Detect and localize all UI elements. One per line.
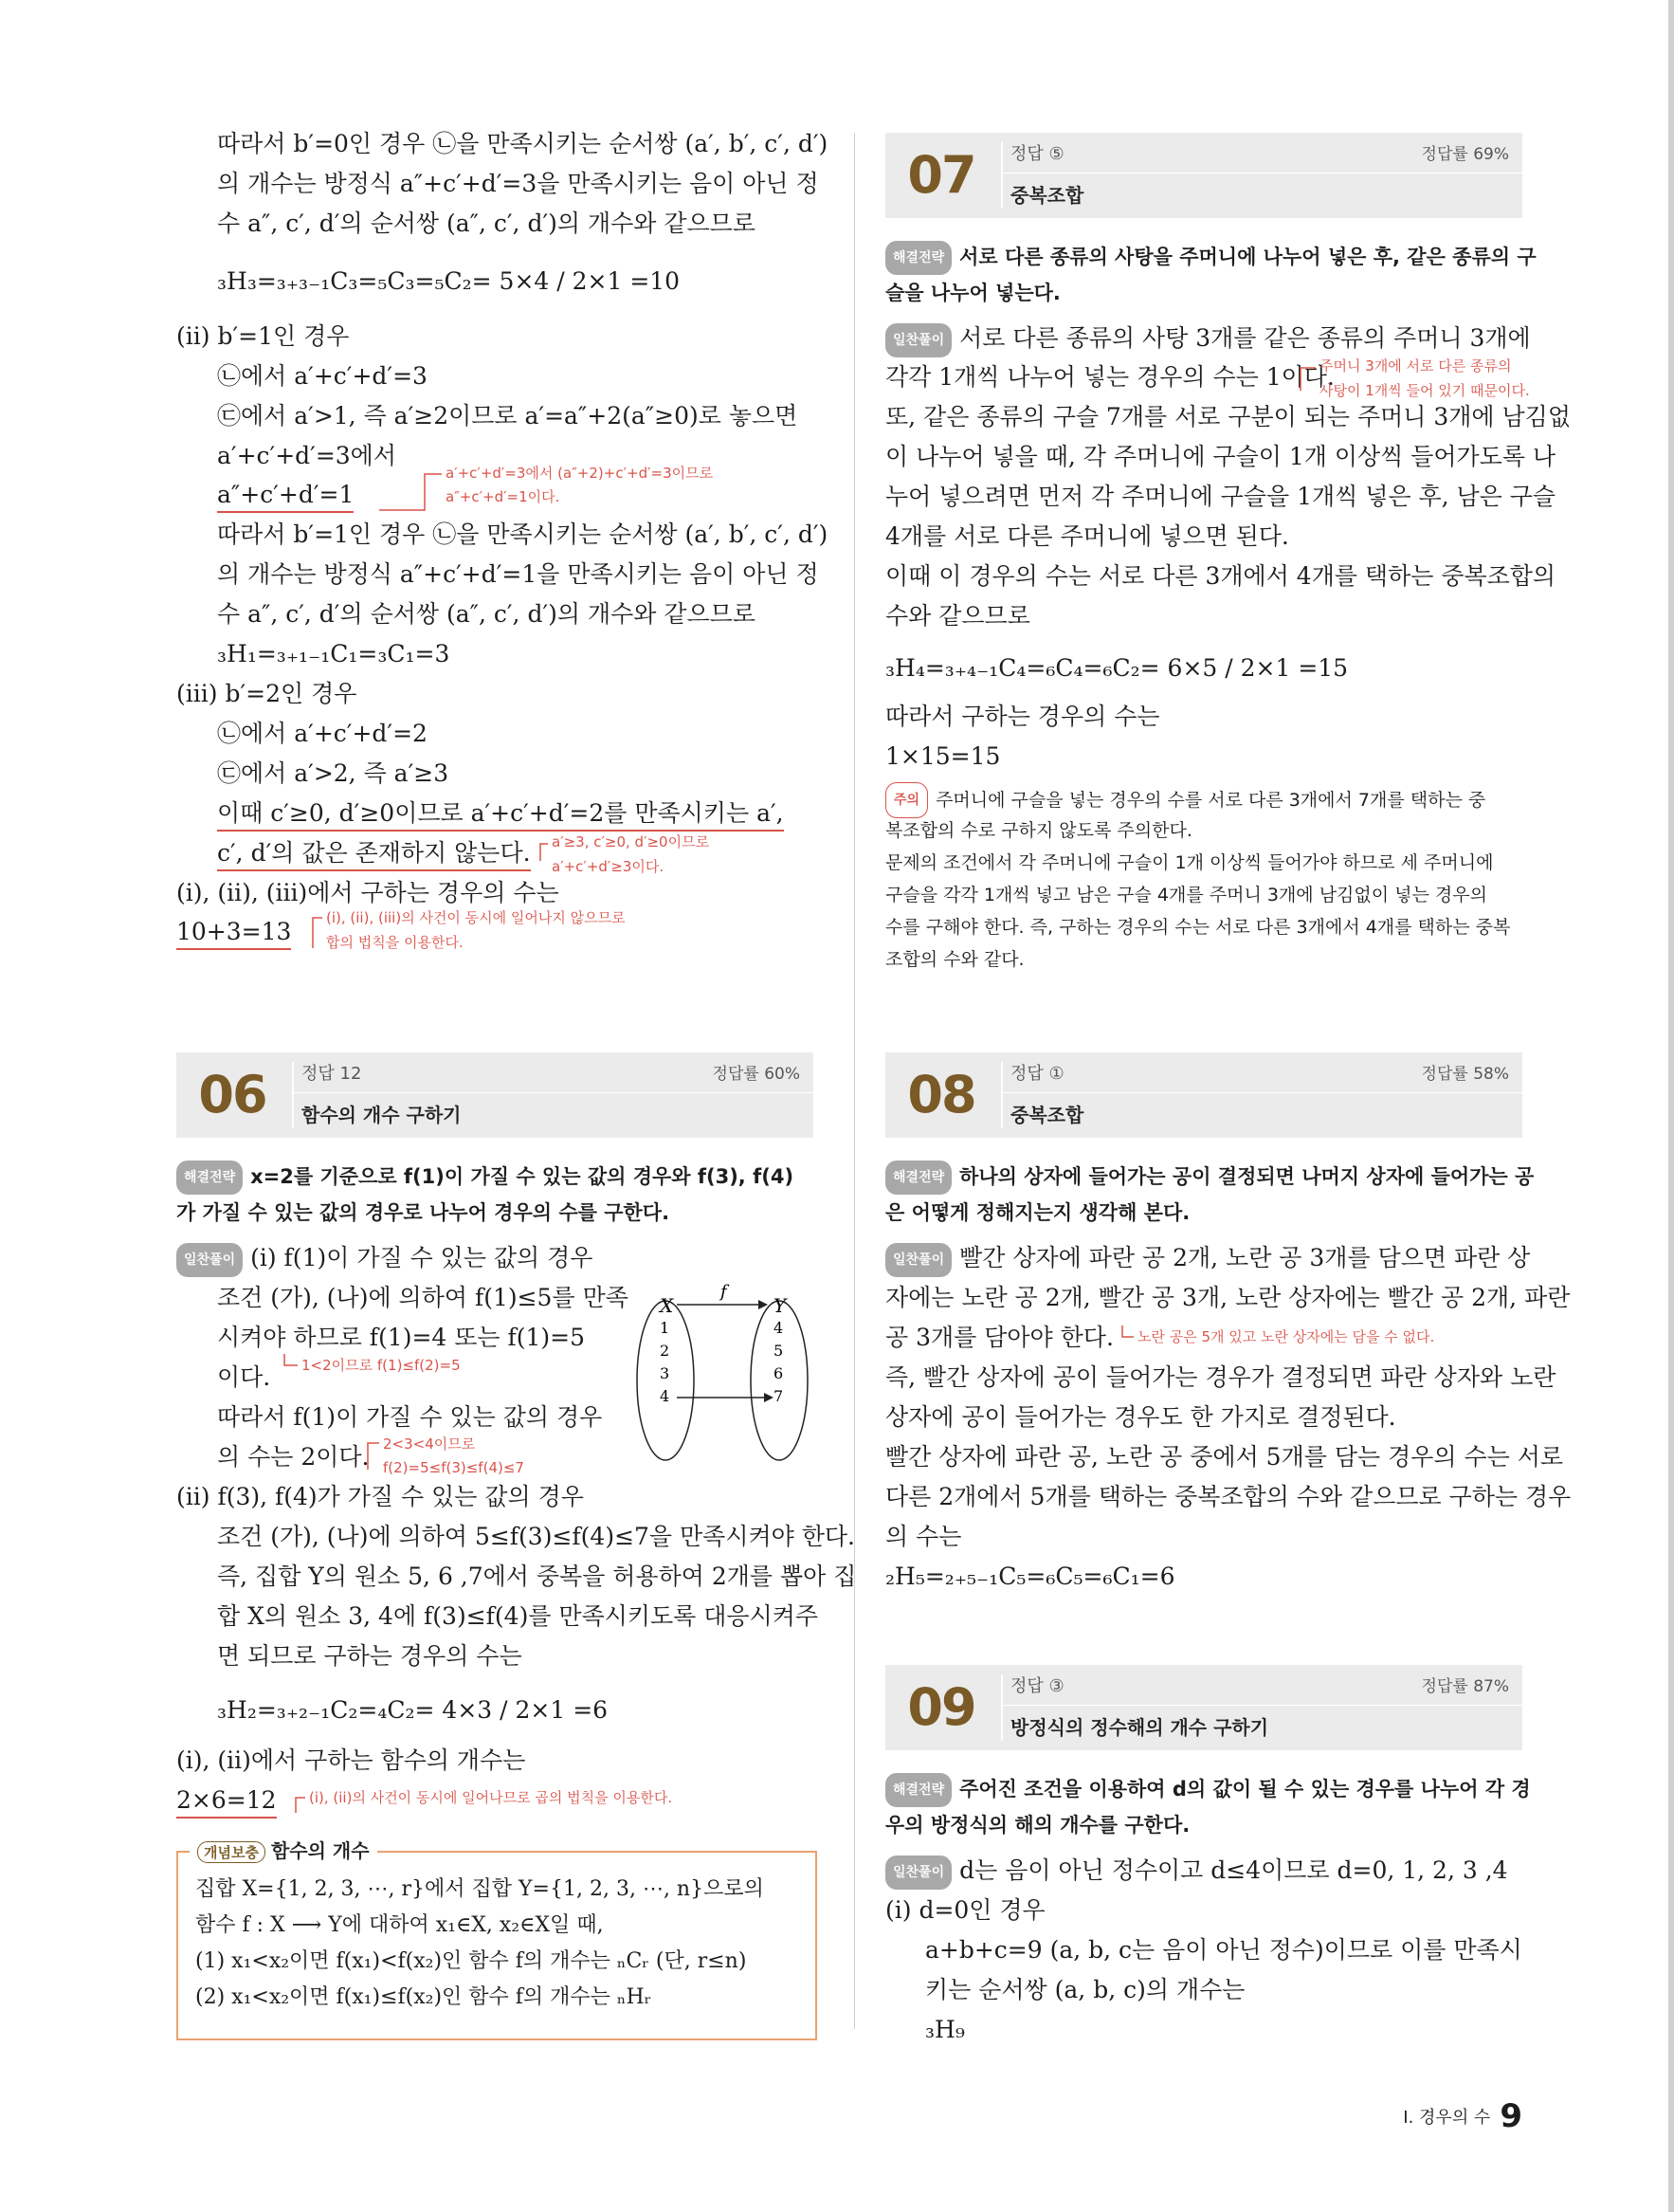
text-line: ㉢에서 a′>2, 즉 a′≥3 — [217, 759, 449, 787]
margin-note: 주머니 3개에 서로 다른 종류의 — [1319, 357, 1512, 375]
formula: ₃H₂=₃₊₂₋₁C₂=₄C₂= 4×3 / 2×1 =6 — [217, 1696, 609, 1724]
domain-element: 4 — [660, 1387, 670, 1405]
case-heading: (iii) b′=2인 경우 — [176, 680, 357, 707]
strategy-badge: 해결전략 — [885, 1773, 952, 1807]
strategy-line: 우의 방정식의 해의 개수를 구한다. — [885, 1814, 1191, 1837]
page-footer — [1403, 2097, 1522, 2135]
strategy-text: 서로 다른 종류의 사탕을 주머니에 나누어 넣은 후, 같은 종류의 구 — [959, 246, 1537, 268]
solution-text: 빨간 상자에 파란 공 2개, 노란 공 3개를 담으면 파란 상 — [959, 1244, 1531, 1271]
margin-note: 1<2이므로 f(1)≤f(2)=5 — [301, 1357, 461, 1374]
margin-note: f(2)=5≤f(3)≤f(4)≤7 — [383, 1459, 524, 1476]
text-line: 다른 2개에서 5개를 택하는 중복조합의 수와 같으므로 구하는 경우 — [885, 1483, 1572, 1510]
margin-note: a′≥3, c′≥0, d′≥0이므로 — [552, 833, 710, 850]
text-line: 조건 (가), (나)에 의하여 f(1)≤5를 만족 — [217, 1284, 628, 1311]
set-x-label: X — [660, 1294, 674, 1317]
text-line: 의 개수는 방정식 a″+c′+d′=1을 만족시키는 음이 아닌 정 — [217, 560, 819, 588]
correct-rate: 정답률 69% — [1421, 145, 1509, 164]
solution-text: (i) f(1)이 가질 수 있는 값의 경우 — [250, 1244, 593, 1271]
text-line: 따라서 b′=0인 경우 ㉡을 만족시키는 순서쌍 (a′, b′, c′, d′) — [217, 130, 828, 157]
text-line: 의 수는 — [885, 1523, 962, 1550]
strategy-line: 슬을 나누어 넣는다. — [885, 282, 1061, 304]
strategy-text: 주어진 조건을 이용하여 d의 값이 될 수 있는 경우를 나누어 각 경 — [959, 1778, 1531, 1801]
set-y-label: Y — [773, 1294, 787, 1317]
formula: ₃H₁=₃₊₁₋₁C₁=₃C₁=3 — [217, 640, 450, 667]
text-line: 의 개수는 방정식 a″+c′+d′=3을 만족시키는 음이 아닌 정 — [217, 170, 819, 197]
strategy-badge: 해결전략 — [176, 1161, 243, 1195]
codomain-element: 6 — [773, 1364, 784, 1382]
margin-note: 사탕이 1개씩 들어 있기 때문이다. — [1319, 382, 1530, 399]
text-line: 이때 이 경우의 수는 서로 다른 3개에서 4개를 택하는 중복조합의 — [885, 562, 1556, 590]
text-line: 즉, 빨간 상자에 공이 들어가는 경우가 결정되면 파란 상자와 노란 — [885, 1363, 1556, 1391]
caution-line: 수를 구해야 한다. 즉, 구하는 경우의 수는 서로 다른 3개에서 4개를 택하는 중복 — [885, 917, 1511, 938]
text-line: 따라서 구하는 경우의 수는 — [885, 703, 1160, 730]
formula: ₃H₃=₃₊₃₋₁C₃=₅C₃=₅C₂= 5×4 / 2×1 =10 — [217, 267, 681, 295]
text-line: 수와 같으므로 — [885, 602, 1030, 630]
text-line: 이다. — [217, 1363, 271, 1391]
text-line: ㉡에서 a′+c′+d′=3 — [217, 362, 428, 390]
domain-element: 1 — [660, 1319, 670, 1337]
solution-badge: 일찬풀이 — [885, 1856, 952, 1890]
text-line: 빨간 상자에 파란 공, 노란 공 중에서 5개를 담는 경우의 수는 서로 — [885, 1443, 1564, 1471]
caution-badge: 주의 — [885, 782, 928, 818]
formula: ₃H₉ — [925, 2016, 965, 2043]
margin-note: 합의 법칙을 이용한다. — [326, 934, 464, 951]
caution-line: 구슬을 각각 1개씩 넣고 남은 구슬 4개를 주머니 3개에 남김없이 넣는 경우의 — [885, 885, 1487, 905]
caution-line: 조합의 수와 같다. — [885, 949, 1025, 970]
section-name: I. 경우의 수 — [1403, 2108, 1491, 2128]
text-line: 공 3개를 담아야 한다. — [885, 1324, 1114, 1351]
topic-title: 함수의 개수 구하기 — [301, 1104, 462, 1126]
margin-note: (i), (ii), (iii)의 사건이 동시에 일어나지 않으므로 — [326, 909, 626, 926]
case-heading: (ii) b′=1인 경우 — [176, 322, 350, 350]
codomain-element: 5 — [773, 1342, 784, 1360]
domain-element: 2 — [660, 1342, 670, 1360]
text-line: 따라서 f(1)이 가질 수 있는 값의 경우 — [217, 1403, 603, 1431]
solution-text: 서로 다른 종류의 사탕 3개를 같은 종류의 주머니 3개에 — [959, 324, 1531, 352]
text-line: 이 나누어 넣을 때, 각 주머니에 구슬이 1개 이상씩 들어가도록 나 — [885, 443, 1556, 470]
margin-note: 노란 공은 5개 있고 노란 상자에는 담을 수 없다. — [1137, 1328, 1435, 1345]
concept-line: (2) x₁<x₂이면 f(x₁)≤f(x₂)인 함수 f의 개수는 ₙHᵣ — [195, 1985, 652, 2009]
margin-note: 2<3<4이므로 — [383, 1435, 476, 1453]
strategy-badge: 해결전략 — [885, 1161, 952, 1195]
margin-note: a″+c′+d′=1이다. — [446, 488, 560, 505]
problem-number: 09 — [907, 1677, 975, 1737]
correct-rate: 정답률 60% — [712, 1065, 800, 1084]
solution-badge: 일찬풀이 — [885, 323, 952, 357]
text-line: 의 수는 2이다. — [217, 1443, 370, 1471]
codomain-element: 4 — [773, 1319, 784, 1337]
correct-rate: 정답률 58% — [1421, 1065, 1509, 1084]
text-line: a+b+c=9 (a, b, c는 음이 아닌 정수)이므로 이를 만족시 — [925, 1936, 1522, 1964]
text-line: 합 X의 원소 3, 4에 f(3)≤f(4)를 만족시키도록 대응시켜주 — [217, 1602, 819, 1630]
result: 1×15=15 — [885, 742, 1001, 770]
concept-line: (1) x₁<x₂이면 f(x₁)<f(x₂)인 함수 f의 개수는 ₙCᵣ (단, r≤n) — [195, 1949, 747, 1973]
answer-label: 정답 ③ — [1010, 1676, 1064, 1696]
problem-number: 07 — [907, 145, 975, 205]
problem-header — [885, 1665, 1522, 1750]
text-line: 따라서 b′=1인 경우 ㉡을 만족시키는 순서쌍 (a′, b′, c′, d′) — [217, 521, 828, 548]
strategy-line: 가 가질 수 있는 값의 경우로 나누어 경우의 수를 구한다. — [176, 1201, 670, 1224]
answer-label: 정답 12 — [301, 1064, 362, 1084]
text-line: ㉡에서 a′+c′+d′=2 — [217, 720, 428, 747]
margin-note: a′+c′+d′=3에서 (a″+2)+c′+d′=3이므로 — [446, 465, 714, 482]
result: 2×6=12 — [176, 1784, 277, 1819]
concept-title-text: 함수의 개수 — [270, 1839, 370, 1862]
correct-rate: 정답률 87% — [1421, 1677, 1509, 1696]
text-line: (i), (ii), (iii)에서 구하는 경우의 수는 — [176, 879, 559, 906]
concept-tag: 개념보충 — [197, 1841, 265, 1863]
strategy-badge: 해결전략 — [885, 241, 952, 275]
text-line: 시켜야 하므로 f(1)=4 또는 f(1)=5 — [217, 1324, 586, 1351]
topic-title: 중복조합 — [1010, 184, 1084, 207]
text-line: 키는 순서쌍 (a, b, c)의 개수는 — [925, 1976, 1246, 2003]
case-heading: (i) d=0인 경우 — [885, 1896, 1046, 1924]
text-line: 누어 넣으려면 먼저 각 주머니에 구슬을 1개씩 넣은 후, 남은 구슬 — [885, 483, 1556, 510]
margin-note: a′+c′+d′≥3이다. — [552, 858, 664, 875]
caution-line: 복조합의 수로 구하지 않도록 주의한다. — [885, 820, 1192, 841]
page-number: 9 — [1500, 2097, 1522, 2135]
text-line: 각각 1개씩 나누어 넣는 경우의 수는 1이다. — [885, 363, 1335, 391]
answer-label: 정답 ⑤ — [1010, 144, 1064, 164]
problem-number: 06 — [198, 1065, 266, 1124]
text-line: 면 되므로 구하는 경우의 수는 — [217, 1642, 522, 1670]
text-line: (i), (ii)에서 구하는 함수의 개수는 — [176, 1746, 526, 1774]
formula: ₃H₄=₃₊₄₋₁C₄=₆C₄=₆C₂= 6×5 / 2×1 =15 — [885, 654, 1349, 682]
text-line: ㉢에서 a′>1, 즉 a′≥2이므로 a′=a″+2(a″≥0)로 놓으면 — [217, 402, 798, 430]
topic-title: 방정식의 정수해의 개수 구하기 — [1010, 1716, 1269, 1739]
function-label: f — [720, 1282, 727, 1302]
codomain-element: 7 — [773, 1387, 784, 1405]
solution-badge: 일찬풀이 — [885, 1243, 952, 1277]
answer-label: 정답 ① — [1010, 1064, 1064, 1084]
text-line: 수 a″, c′, d′의 순서쌍 (a″, c′, d′)의 개수와 같으므로 — [217, 210, 755, 237]
solution-badge: 일찬풀이 — [176, 1243, 243, 1277]
result: 10+3=13 — [176, 916, 291, 950]
caution-line: 문제의 조건에서 각 주머니에 구슬이 1개 이상씩 들어가야 하므로 세 주머니에 — [885, 852, 1494, 873]
solution-text: d는 음이 아닌 정수이고 d≤4이므로 d=0, 1, 2, 3 ,4 — [959, 1856, 1508, 1884]
text-line: a″+c′+d′=1 — [217, 479, 354, 513]
strategy-line: 은 어떻게 정해지는지 생각해 본다. — [885, 1201, 1191, 1224]
concept-line: 집합 X={1, 2, 3, ⋯, r}에서 집합 Y={1, 2, 3, ⋯, n}으로의 — [195, 1877, 764, 1901]
text-line: 즉, 집합 Y의 원소 5, 6 ,7에서 중복을 허용하여 2개를 뽑아 집 — [217, 1563, 857, 1590]
text-line: 또, 같은 종류의 구슬 7개를 서로 구분이 되는 주머니 3개에 남김없 — [885, 403, 1571, 430]
text-line: 수 a″, c′, d′의 순서쌍 (a″, c′, d′)의 개수와 같으므로 — [217, 600, 755, 628]
text-line: 이때 c′≥0, d′≥0이므로 a′+c′+d′=2를 만족시키는 a′, — [217, 797, 784, 832]
strategy-text: 하나의 상자에 들어가는 공이 결정되면 나머지 상자에 들어가는 공 — [959, 1165, 1535, 1188]
text-line: 4개를 서로 다른 주머니에 넣으면 된다. — [885, 522, 1289, 550]
caution-text: 주머니에 구슬을 넣는 경우의 수를 서로 다른 3개에서 7개를 택하는 중 — [936, 790, 1486, 811]
solution-line — [885, 1855, 1508, 1890]
concept-line: 함수 f : X ⟶ Y에 대하여 x₁∈X, x₂∈X일 때, — [195, 1913, 604, 1937]
domain-element: 3 — [660, 1364, 670, 1382]
text-line: c′, d′의 값은 존재하지 않는다. — [217, 837, 531, 871]
margin-note: (i), (ii)의 사건이 동시에 일어나므로 곱의 법칙을 이용한다. — [309, 1789, 673, 1806]
strategy-text: x=2를 기준으로 f(1)이 가질 수 있는 값의 경우와 f(3), f(4) — [250, 1165, 794, 1188]
topic-title: 중복조합 — [1010, 1104, 1084, 1126]
problem-number: 08 — [907, 1065, 975, 1124]
formula: ₂H₅=₂₊₅₋₁C₅=₆C₅=₆C₁=6 — [885, 1563, 1175, 1590]
text-line: 조건 (가), (나)에 의하여 5≤f(3)≤f(4)≤7을 만족시켜야 한다. — [217, 1523, 855, 1550]
text-line: 상자에 공이 들어가는 경우도 한 가지로 결정된다. — [885, 1403, 1396, 1431]
text-line: a′+c′+d′=3에서 — [217, 442, 396, 469]
strategy-line — [885, 1773, 1531, 1807]
text-line: 자에는 노란 공 2개, 빨간 공 3개, 노란 상자에는 빨간 공 2개, 파란 — [885, 1284, 1571, 1311]
case-heading: (ii) f(3), f(4)가 가질 수 있는 값의 경우 — [176, 1483, 584, 1510]
